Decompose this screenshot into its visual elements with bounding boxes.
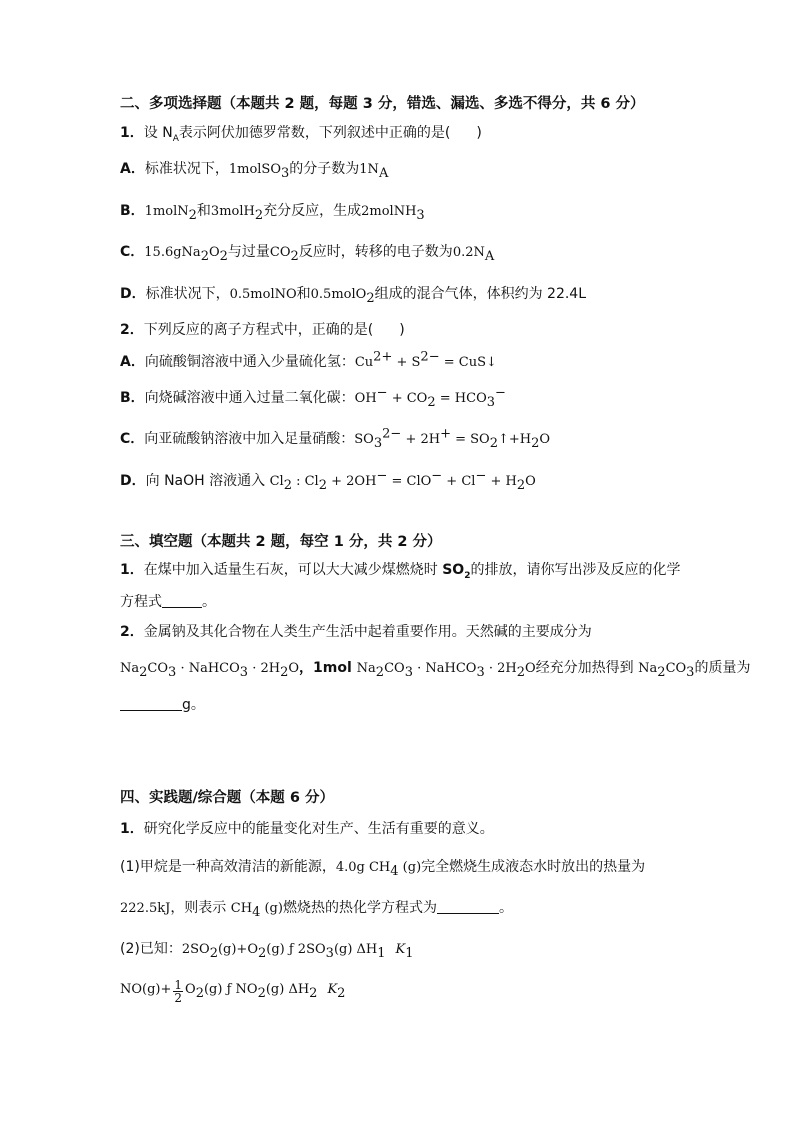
formula: (g)+O xyxy=(217,942,258,957)
formula: · NaHCO xyxy=(412,661,477,676)
formula-sub: 2 xyxy=(209,945,218,961)
option-label: D． xyxy=(120,473,146,489)
q-text: 已知： xyxy=(139,941,182,957)
part-label: (1) xyxy=(120,859,140,875)
fraction-half xyxy=(173,979,183,1004)
s2-q1-stem xyxy=(120,123,482,143)
q-sub: A xyxy=(172,133,179,144)
s2-q2-option-c xyxy=(120,426,551,451)
formula-sup: + xyxy=(440,426,451,442)
q-number: 1． xyxy=(120,821,144,837)
s2-q1-option-a xyxy=(120,159,388,180)
q-text: ) xyxy=(399,322,405,338)
formula-sub: 2 xyxy=(309,985,318,1001)
formula-sub: 2 xyxy=(489,435,498,451)
formula: CH xyxy=(230,901,253,916)
option-text: 和 xyxy=(196,203,211,219)
formula: (g) ƒ 2SO xyxy=(266,942,326,957)
formula-sup: − xyxy=(495,385,506,401)
formula: · NaHCO xyxy=(176,661,240,676)
formula-sub: 4 xyxy=(390,863,399,879)
formula: (g) ΔH xyxy=(333,942,378,957)
option-text: 组成的混合气体，体积约为 22.4L xyxy=(374,286,587,302)
formula-sup: − xyxy=(376,385,388,401)
formula-sub: 2 xyxy=(657,664,666,680)
formula: + S xyxy=(392,355,421,370)
formula-sub: 2 xyxy=(219,248,228,264)
formula-sub: 2 xyxy=(283,477,292,493)
s3-q2-line2 xyxy=(120,658,750,679)
q-number: 1． xyxy=(120,562,144,578)
section-4-heading: 四、实践题/综合题（本题 6 分） xyxy=(120,790,334,806)
formula-sub: 2 xyxy=(290,248,299,264)
formula: O xyxy=(208,245,220,260)
formula: 1molN xyxy=(144,204,189,219)
q-text: 方程式 xyxy=(120,594,162,610)
option-text: 的分子数为 xyxy=(289,161,360,177)
part-label: (2) xyxy=(120,941,140,957)
formula: 0.5molO xyxy=(310,287,367,302)
formula-sub: 3 xyxy=(416,207,425,223)
formula-sup: 2− xyxy=(420,349,440,365)
formula: O xyxy=(525,474,536,489)
option-text: 标准状况下， xyxy=(144,161,229,177)
formula: Na xyxy=(638,661,658,676)
s4-q1-stem xyxy=(120,819,494,839)
formula: O xyxy=(185,982,196,997)
formula: 2SO xyxy=(181,942,210,957)
q-text: 在煤中加入适量生石灰，可以大大减少煤燃烧时 xyxy=(143,562,443,578)
q-text: 。 xyxy=(202,594,216,610)
formula: K xyxy=(327,982,338,997)
s3-q2-line1 xyxy=(120,622,592,642)
formula-sub: 2 xyxy=(254,207,264,223)
formula: K xyxy=(395,942,406,957)
formula-sub: 2 xyxy=(464,570,471,581)
q-text: 经充分加热得到 xyxy=(535,660,639,676)
s2-q1-option-b xyxy=(120,201,425,222)
formula-sup: 2+ xyxy=(373,349,393,365)
formula: = HCO xyxy=(435,391,487,406)
formula: O xyxy=(288,661,300,676)
formula-sup: 2− xyxy=(382,426,402,442)
formula: NO(g)+ xyxy=(120,982,172,997)
formula-sub: 3 xyxy=(239,664,249,680)
formula-sup: − xyxy=(475,468,487,484)
formula: + H xyxy=(486,474,517,489)
formula: O xyxy=(539,432,551,447)
formula-sub: 2 xyxy=(257,945,267,961)
formula-sub: 3 xyxy=(686,664,695,680)
s2-q2-option-d xyxy=(120,468,536,493)
formula-sub: 4 xyxy=(252,904,261,920)
formula: Na xyxy=(120,661,140,676)
formula: 4.0g CH xyxy=(335,860,391,875)
formula-sub: 2 xyxy=(195,985,204,1001)
formula-sub: 2 xyxy=(257,985,266,1001)
formula: (g) xyxy=(260,901,283,916)
s4-q1-part2-reaction1 xyxy=(120,939,414,960)
s3-q1-line1 xyxy=(120,560,680,580)
formula: + Cl xyxy=(442,474,476,489)
s4-q1-part1-line1 xyxy=(120,857,645,878)
q-text: 的排放，请你写出涉及反应的化学 xyxy=(470,562,681,578)
formula-sub: 3 xyxy=(325,945,334,961)
q-text: 表示阿伏加德罗常数，下列叙述中正确的是( xyxy=(178,125,451,141)
formula-sub: 3 xyxy=(404,664,413,680)
formula: Na xyxy=(356,661,376,676)
formula: · 2H xyxy=(248,661,281,676)
option-text: 向烧碱溶液中通入过量二氧化碳： xyxy=(144,390,355,406)
option-text: 标准状况下， xyxy=(145,286,230,302)
q-number: 2． xyxy=(120,624,144,640)
q-text: 设 N xyxy=(143,125,173,141)
formula: : Cl xyxy=(291,474,319,489)
formula: 222.5kJ xyxy=(120,901,171,916)
formula-sub: 3 xyxy=(476,664,485,680)
q-text: 金属钠及其化合物在人类生产生活中起着重要作用。天然碱的主要成分为 xyxy=(143,624,592,640)
formula-sub: 1 xyxy=(377,945,386,961)
formula: Cu xyxy=(354,355,374,370)
formula: ↑+H xyxy=(498,432,532,447)
formula-sub: 2 xyxy=(375,664,385,680)
q-text: 的质量为 xyxy=(694,660,751,676)
s3-q2-line3 xyxy=(120,695,205,715)
fraction-denominator: 2 xyxy=(174,991,183,1005)
formula: + 2OH xyxy=(327,474,377,489)
s3-q1-line2 xyxy=(120,592,216,612)
formula-sub: 2 xyxy=(516,477,526,493)
formula: (g) ƒ NO xyxy=(203,982,258,997)
answer-blank[interactable] xyxy=(120,696,182,711)
s4-q1-part1-line2 xyxy=(120,898,513,919)
option-label: D． xyxy=(120,286,146,302)
formula: 0.5molNO xyxy=(229,287,297,302)
option-label: A． xyxy=(120,354,145,370)
option-text: 向 NaOH 溶液通入 xyxy=(145,473,270,489)
formula-sub: 3 xyxy=(373,435,383,451)
formula-sub: A xyxy=(378,165,389,181)
q-text: 甲烷是一种高效清洁的新能源， xyxy=(139,859,336,875)
formula-sub: 1 xyxy=(405,945,414,961)
option-text: 向亚硫酸钠溶液中加入足量硝酸： xyxy=(144,431,355,447)
formula: O xyxy=(525,661,536,676)
fraction-numerator: 1 xyxy=(174,978,183,992)
s2-q1-option-d xyxy=(120,284,586,305)
formula-sub: 2 xyxy=(139,664,148,680)
formula: 3molH xyxy=(210,204,255,219)
option-label: C． xyxy=(120,431,145,447)
s2-q2-stem xyxy=(120,320,405,340)
formula: CO xyxy=(147,661,169,676)
section-3-heading: 三、填空题（本题共 2 题，每空 1 分，共 2 分） xyxy=(120,534,442,550)
s2-q2-option-a xyxy=(120,349,497,373)
formula-sub: 2 xyxy=(366,290,375,306)
s2-q1-option-c xyxy=(120,242,494,263)
formula-sub: A xyxy=(484,248,495,264)
q-number: 2． xyxy=(120,322,144,338)
formula-sub: 2 xyxy=(516,664,526,680)
q-text: g。 xyxy=(182,697,205,713)
formula: · 2H xyxy=(484,661,517,676)
formula-sub: 2 xyxy=(200,248,209,264)
formula: + 2H xyxy=(401,432,441,447)
s4-q1-part2-reaction2 xyxy=(120,979,345,1004)
option-text: 充分反应，生成 xyxy=(263,203,362,219)
answer-blank[interactable] xyxy=(162,593,202,608)
formula: (g) xyxy=(398,860,422,875)
section-2-heading: 二、多项选择题（本题共 2 题，每题 3 分，错选、漏选、多选不得分，共 6 分） xyxy=(120,96,645,112)
q-text: ，则表示 xyxy=(170,900,231,916)
formula: 1N xyxy=(359,162,379,177)
formula: (g) ΔH xyxy=(265,982,310,997)
formula: 1molSO xyxy=(228,162,281,177)
formula: 15.6gNa xyxy=(144,245,201,260)
q-text: 下列反应的离子方程式中，正确的是( xyxy=(143,322,374,338)
formula-sub: 2 xyxy=(188,207,197,223)
q-text: 燃烧热的热化学方程式为 xyxy=(282,900,437,916)
answer-blank[interactable] xyxy=(437,899,499,914)
formula: = CuS↓ xyxy=(439,355,497,370)
formula-sub: 2 xyxy=(427,394,436,410)
formula-sub: 2 xyxy=(318,477,327,493)
option-label: B． xyxy=(120,390,145,406)
option-label: C． xyxy=(120,244,145,260)
formula: = SO xyxy=(450,432,490,447)
formula: Cl xyxy=(269,474,284,489)
formula-sub: 3 xyxy=(168,664,177,680)
option-text: 与过量 xyxy=(227,244,270,260)
formula-sub: 2 xyxy=(337,985,346,1001)
option-label: B． xyxy=(120,203,145,219)
formula: CO xyxy=(665,661,687,676)
option-text: 和 xyxy=(296,286,311,302)
formula-sup: − xyxy=(376,468,388,484)
q-text: 完全燃烧生成液态水时放出的热量为 xyxy=(421,859,646,875)
q-number: 1． xyxy=(120,125,144,141)
s2-q2-option-b xyxy=(120,385,506,410)
q-text: ，1mol xyxy=(299,660,357,676)
formula-sub: 2 xyxy=(531,435,540,451)
formula: CO xyxy=(384,661,405,676)
option-label: A． xyxy=(120,161,145,177)
q-text: ) xyxy=(476,125,482,141)
option-text: 向硫酸铜溶液中通入少量硫化氢： xyxy=(144,354,355,370)
formula: + CO xyxy=(387,391,428,406)
formula: SO xyxy=(442,562,465,578)
formula: OH xyxy=(354,391,377,406)
formula: CO xyxy=(269,245,291,260)
formula-sub: 3 xyxy=(281,165,290,181)
formula-sub: 2 xyxy=(280,664,289,680)
q-text: 。 xyxy=(498,900,513,916)
formula: SO xyxy=(354,432,374,447)
formula-sup: − xyxy=(431,468,443,484)
formula: 0.2N xyxy=(452,245,485,260)
formula: = ClO xyxy=(387,474,432,489)
option-text: 反应时，转移的电子数为 xyxy=(298,244,453,260)
formula: 2molNH xyxy=(361,204,417,219)
q-text: 研究化学反应中的能量变化对生产、生活有重要的意义。 xyxy=(143,821,494,837)
formula-sub: 3 xyxy=(486,394,496,410)
